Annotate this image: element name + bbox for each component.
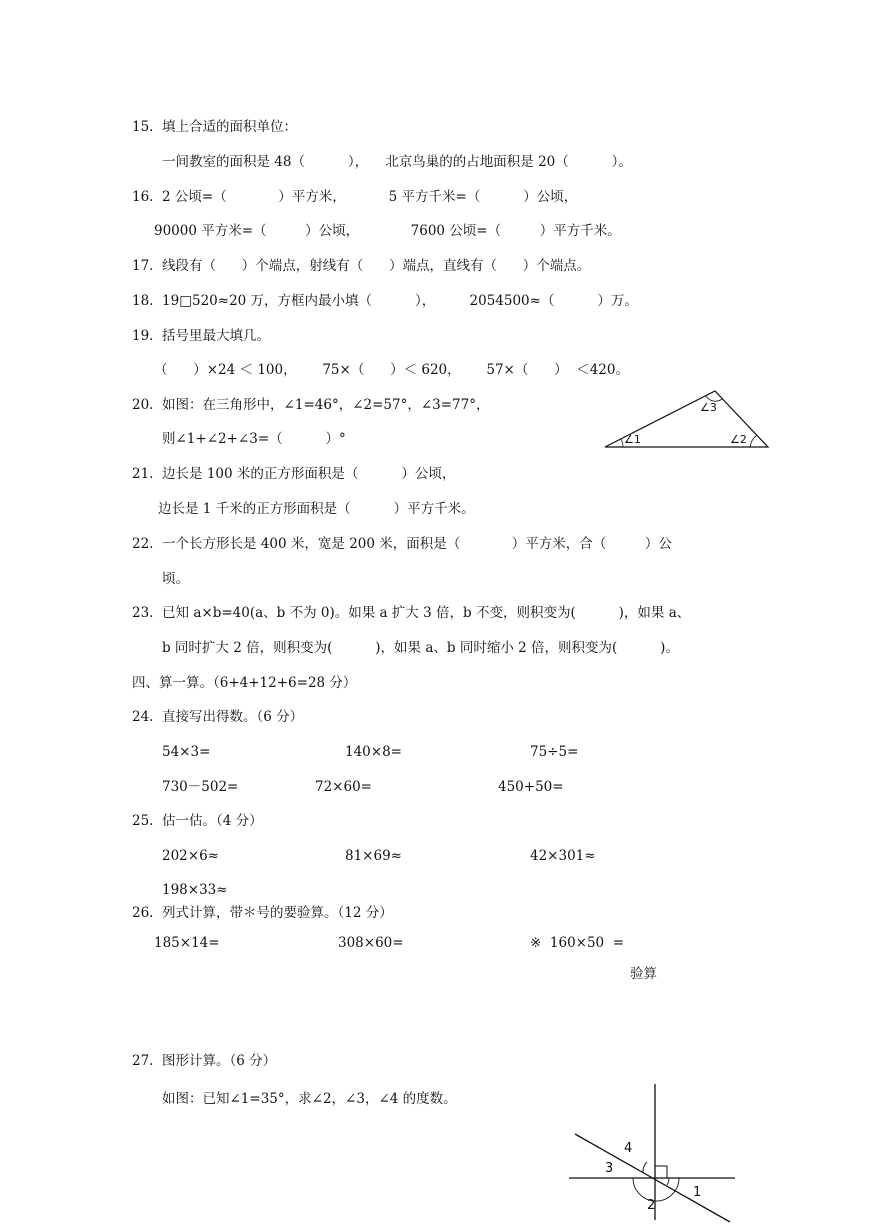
- calc-item: 450+50=: [498, 779, 564, 795]
- q22-line2: 顷。: [162, 571, 189, 587]
- q27-question: 如图：已知∠1=35°，求∠2，∠3，∠4 的度数。: [162, 1091, 457, 1107]
- calc-item: 75÷5=: [530, 744, 579, 760]
- q23-line2: b 同时扩大 2 倍，则积变为( )，如果 a、b 同时缩小 2 倍，则积变为( )。: [162, 640, 679, 656]
- triangle-angle3-label: ∠3: [700, 401, 717, 414]
- q18-line: 18. 19□520≈20 万，方框内最小填（ ）， 2054500≈（ ）万。: [132, 293, 638, 309]
- column-calc-item: ※ 160×50 =: [530, 935, 625, 951]
- triangle-angle2-label: ∠2: [730, 433, 747, 446]
- q19-title: 19. 括号里最大填几。: [132, 328, 271, 344]
- verify-label: 验算: [630, 966, 657, 982]
- q15-title: 15. 填上合适的面积单位：: [132, 119, 298, 135]
- q21-line1: 21. 边长是 100 米的正方形面积是（ ）公顷，: [132, 466, 456, 482]
- q22-line1: 22. 一个长方形长是 400 米，宽是 200 米，面积是（ ）平方米，合（ ）公: [132, 536, 672, 552]
- triangle-figure: [600, 385, 775, 455]
- q26-title: 26. 列式计算，带＊号的要验算。（12 分）: [132, 905, 393, 921]
- intersecting-lines-figure: [565, 1080, 740, 1225]
- q19-line: （ ）×24 ＜ 100， 75×（ ）＜ 620， 57×（ ） ＜420。: [154, 362, 629, 378]
- angle2-label: 2: [647, 1198, 656, 1213]
- q27-title: 27. 图形计算。（6 分）: [132, 1053, 277, 1069]
- estimate-item: 202×6≈: [162, 848, 219, 864]
- q24-title: 24. 直接写出得数。（6 分）: [132, 709, 304, 725]
- estimate-item: 42×301≈: [530, 848, 596, 864]
- estimate-item: 81×69≈: [345, 848, 402, 864]
- q15-line: 一间教室的面积是 48（ ）， 北京鸟巢的的占地面积是 20（ ）。: [162, 154, 632, 170]
- q16-line1: 16. 2 公顷=（ ）平方米， 5 平方千米=（ ）公顷，: [132, 189, 578, 205]
- column-calc-item: 308×60=: [338, 935, 404, 951]
- q16-line2: 90000 平方米=（ ）公顷， 7600 公顷=（ ）平方千米。: [154, 223, 621, 239]
- column-calc-item: 185×14=: [154, 935, 220, 951]
- q23-line1: 23. 已知 a×b=40(a、b 不为 0)。如果 a 扩大 3 倍，b 不变，则积变为( )，如果 a、: [132, 605, 691, 621]
- calc-item: 54×3=: [162, 744, 211, 760]
- angle3-label: 3: [605, 1161, 614, 1176]
- calc-item: 140×8=: [345, 744, 402, 760]
- q17-line: 17. 线段有（ ）个端点，射线有（ ）端点，直线有（ ）个端点。: [132, 258, 591, 274]
- estimate-item: 198×33≈: [162, 882, 228, 898]
- q25-title: 25. 估一估。（4 分）: [132, 813, 263, 829]
- section-4-title: 四、算一算。（6+4+12+6=28 分）: [132, 675, 357, 691]
- angle4-label: 4: [624, 1141, 633, 1156]
- calc-item: 72×60=: [315, 779, 372, 795]
- calc-item: 730－502=: [162, 779, 239, 795]
- angle1-label: 1: [693, 1185, 702, 1200]
- q21-line2: 边长是 1 千米的正方形面积是（ ）平方千米。: [158, 501, 475, 517]
- q20-line2: 则∠1+∠2+∠3=（ ）°: [162, 431, 346, 447]
- q20-line1: 20. 如图：在三角形中，∠1=46°，∠2=57°，∠3=77°，: [132, 397, 490, 413]
- triangle-angle1-label: ∠1: [624, 433, 641, 446]
